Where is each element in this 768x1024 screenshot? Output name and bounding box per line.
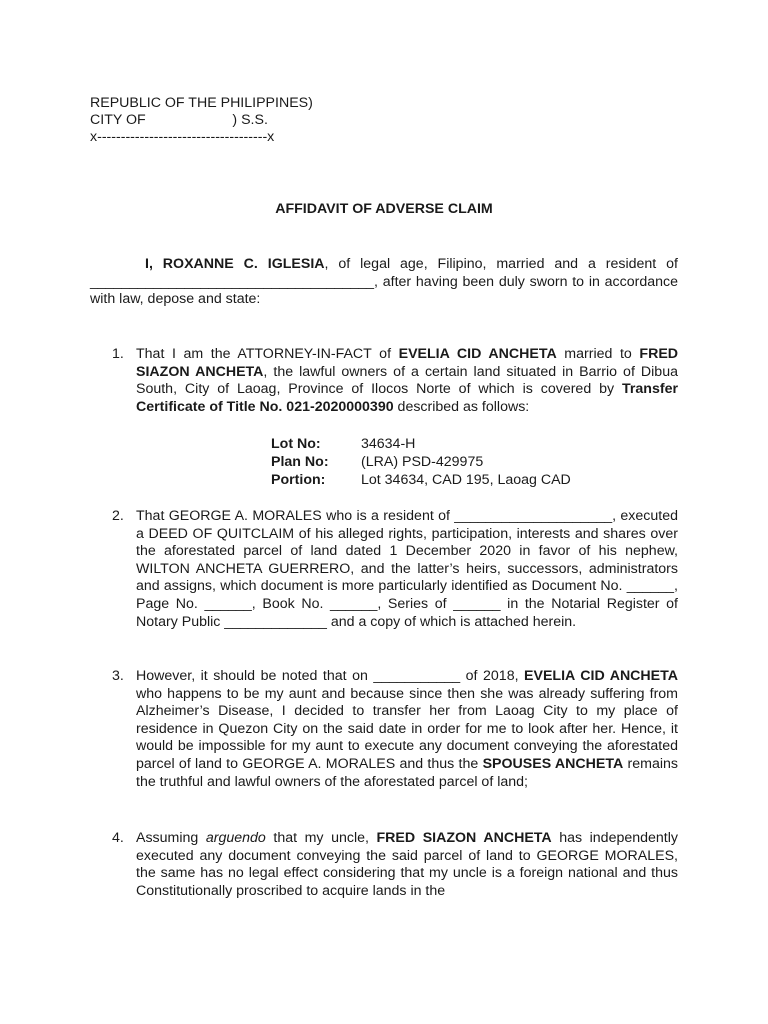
p3-text-c: who happens to be my aunt and because since then she was already suffering from Alzheimer’s Disease, I decided to transfer her from Laoag City to my place of residence in Quezon City on the said date in order for me to look after her. Hence, it would be impossible for my aunt to execute any document conveying the aforestated parcel of land to GEORGE A. MORALES and thus the (136, 685, 678, 772)
plan-value: (LRA) PSD-429975 (361, 454, 484, 470)
p3-bold-evelia: EVELIA CID ANCHETA (524, 668, 678, 684)
p1-text-a: That I am the ATTORNEY-IN-FACT of (136, 346, 399, 362)
header-city: CITY OF ) S.S. (90, 112, 268, 128)
portion-label: Portion: (271, 472, 326, 488)
lot-value: 34634-H (361, 436, 416, 452)
p3-text-e: remains the truthful and lawful owners of the aforestated parcel of land; (136, 755, 678, 790)
p4-text-c: that my uncle, (265, 830, 377, 846)
p1-bold-title: Transfer Certificate of Title No. 021-2020000390 (136, 381, 678, 415)
intro-text: , of legal age, Filipino, married and a resident of ____________________________________, after having been duly sworn to in accordance with law, depose and state: (90, 256, 678, 308)
paragraph-1 (112, 346, 678, 416)
p4-italic-arguendo: arguendo (205, 830, 266, 846)
header-separator: x------------------------------------x (90, 129, 275, 145)
paragraph-2 (112, 508, 678, 631)
document-title: AFFIDAVIT OF ADVERSE CLAIM (275, 201, 493, 217)
paragraph-number: 4. (112, 830, 124, 846)
p1-text-e: , the lawful owners of a certain land situated in Barrio of Dibua South, City of Laoag, Province of Ilocos Norte of which is covered by (136, 363, 678, 398)
p2-text: That GEORGE A. MORALES who is a resident of ____________________, executed a DEED OF QUITCLAIM of his alleged rights, participation, interests and shares over the aforestated parcel of land dated 1 December 2020 in favor of his nephew, WILTON ANCHETA GUERRERO, and the latter’s heirs, successors, administrators and assigns, which document is more particularly identified as Document No. ______, Page No. ______, Book No. ______, Series of ______ in the Notarial Register of Notary Public _____________ and a copy of which is attached herein. (136, 508, 678, 630)
p3-bold-spouses: SPOUSES ANCHETA (482, 755, 624, 772)
p3-text-a: However, it should be noted that on ___________ of 2018, (136, 668, 525, 684)
p1-bold-fred: FRED SIAZON ANCHETA (136, 346, 679, 380)
p1-text-g: described as follows: (393, 398, 530, 415)
p4-text-a: Assuming (136, 830, 206, 846)
p4-bold-fred: FRED SIAZON ANCHETA (376, 830, 552, 846)
header-republic: REPUBLIC OF THE PHILIPPINES) (90, 95, 313, 111)
paragraph-4 (112, 830, 678, 900)
intro-paragraph (90, 256, 678, 309)
lot-label: Lot No: (271, 436, 321, 452)
p4-text-e: has independently executed any document conveying the said parcel of land to GEORGE MORALES, the same has no legal effect considering that my uncle is a foreign national and thus Constitutionally proscribed to acquire lands in the (136, 830, 678, 899)
p1-bold-evelia: EVELIA CID ANCHETA (398, 346, 557, 362)
portion-value: Lot 34634, CAD 195, Laoag CAD (361, 472, 571, 488)
paragraph-3 (112, 668, 678, 791)
paragraph-number: 1. (112, 346, 124, 362)
affiant-name: I, ROXANNE C. IGLESIA (145, 256, 325, 272)
paragraph-number: 2. (112, 508, 124, 524)
plan-label: Plan No: (271, 454, 329, 470)
paragraph-number: 3. (112, 668, 124, 684)
p1-text-c: married to (556, 346, 640, 362)
